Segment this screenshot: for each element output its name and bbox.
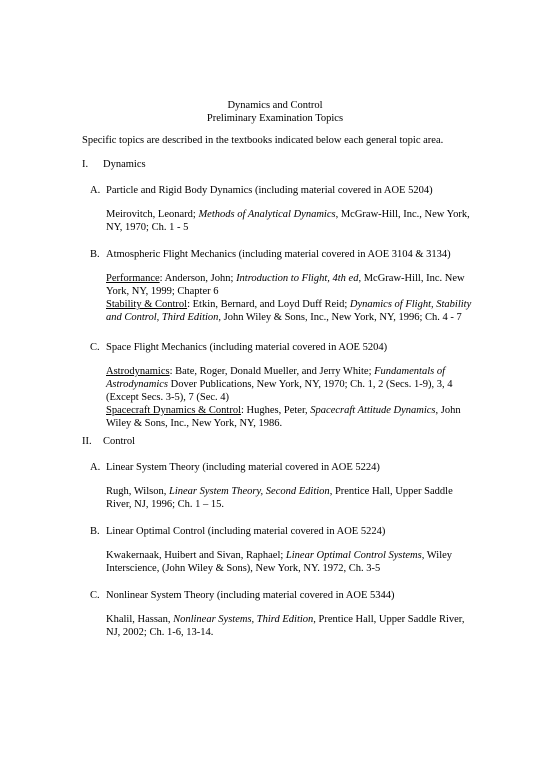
reference-entry: Astrodynamics: Bate, Roger, Donald Mueller, and Jerry White; Fundamentals of Astrodynamics Dover Publications, New York, NY, 1970; Ch. 1, 2 (Secs. 1-9), 3, 4 (Except Secs. 3-5), 7 (Sec. 4)	[106, 366, 453, 403]
book-title: Spacecraft Attitude Dynamics	[310, 405, 436, 416]
reference-label: Performance	[106, 273, 160, 284]
reference-block	[106, 485, 478, 511]
title-line-2: Preliminary Examination Topics	[206, 113, 344, 124]
section-number: I.	[82, 159, 89, 170]
intro-text: Specific topics are described in the textbooks indicated below each general topic area.	[82, 135, 444, 146]
book-title: Methods of Analytical Dynamics	[198, 209, 336, 220]
book-title: Linear Optimal Control Systems,	[285, 550, 425, 561]
reference-block	[106, 272, 478, 324]
topic-letter: B.	[90, 526, 100, 537]
topic-letter: A.	[90, 462, 101, 473]
reference-entry: Stability & Control: Etkin, Bernard, and Loyd Duff Reid; Dynamics of Flight, Stability and Control, Third Edition, John Wiley & Sons, Inc., New York, NY, 1996; Ch. 4 - 7	[106, 299, 472, 323]
topic-title: Space Flight Mechanics (including material covered in AOE 5204)	[106, 342, 388, 353]
reference-entry: Performance: Anderson, John; Introduction to Flight, 4th ed, McGraw-Hill, Inc. New York, NY, 1999; Chapter 6	[106, 273, 465, 297]
book-title: Introduction to Flight, 4th ed	[236, 273, 359, 284]
book-title: Nonlinear Systems, Third Edition	[173, 614, 314, 625]
document-title	[0, 99, 550, 125]
reference-block	[106, 549, 478, 575]
topic-letter: B.	[90, 249, 100, 260]
reference-block	[106, 208, 478, 234]
reference-label: Stability & Control	[106, 299, 188, 310]
section-number: II.	[82, 436, 92, 447]
reference-label: Astrodynamics	[106, 366, 170, 377]
topic-letter: A.	[90, 185, 101, 196]
reference-label: Spacecraft Dynamics & Control	[106, 405, 242, 416]
topic-title: Atmospheric Flight Mechanics (including material covered in AOE 3104 & 3134)	[106, 249, 451, 260]
topic-title: Nonlinear System Theory (including material covered in AOE 5344)	[106, 590, 395, 601]
topic-title: Linear Optimal Control (including material covered in AOE 5224)	[106, 526, 386, 537]
reference-entry: Khalil, Hassan, Nonlinear Systems, Third Edition, Prentice Hall, Upper Saddle River, NJ, 2002; Ch. 1-6, 13-14.	[106, 614, 465, 638]
reference-entry: Spacecraft Dynamics & Control: Hughes, Peter, Spacecraft Attitude Dynamics, John Wiley & Sons, Inc., New York, NY, 1986.	[106, 405, 461, 429]
topic-letter: C.	[90, 590, 100, 601]
reference-block	[106, 613, 478, 639]
book-title: Dynamics of Flight, Stability and Control, Third Edition	[106, 299, 472, 323]
reference-entry: Meirovitch, Leonard; Methods of Analytical Dynamics, McGraw-Hill, Inc., New York, NY, 1970; Ch. 1 - 5	[106, 209, 470, 233]
reference-entry: Rugh, Wilson, Linear System Theory, Second Edition, Prentice Hall, Upper Saddle River, NJ, 1996; Ch. 1 – 15.	[106, 486, 453, 510]
section-title: Dynamics	[103, 159, 146, 170]
topic-title: Linear System Theory (including material covered in AOE 5224)	[106, 462, 380, 473]
topic-letter: C.	[90, 342, 100, 353]
book-title: Fundamentals of Astrodynamics	[106, 366, 445, 390]
book-title: Linear System Theory, Second Edition	[168, 486, 330, 497]
section-title: Control	[103, 436, 136, 447]
reference-block	[106, 365, 478, 430]
topic-title: Particle and Rigid Body Dynamics (including material covered in AOE 5204)	[106, 185, 433, 196]
reference-entry: Kwakernaak, Huibert and Sivan, Raphael; Linear Optimal Control Systems, Wiley Interscience, (John Wiley & Sons), New York, NY. 1972, Ch. 3-5	[106, 550, 453, 574]
title-line-1: Dynamics and Control	[227, 100, 323, 111]
